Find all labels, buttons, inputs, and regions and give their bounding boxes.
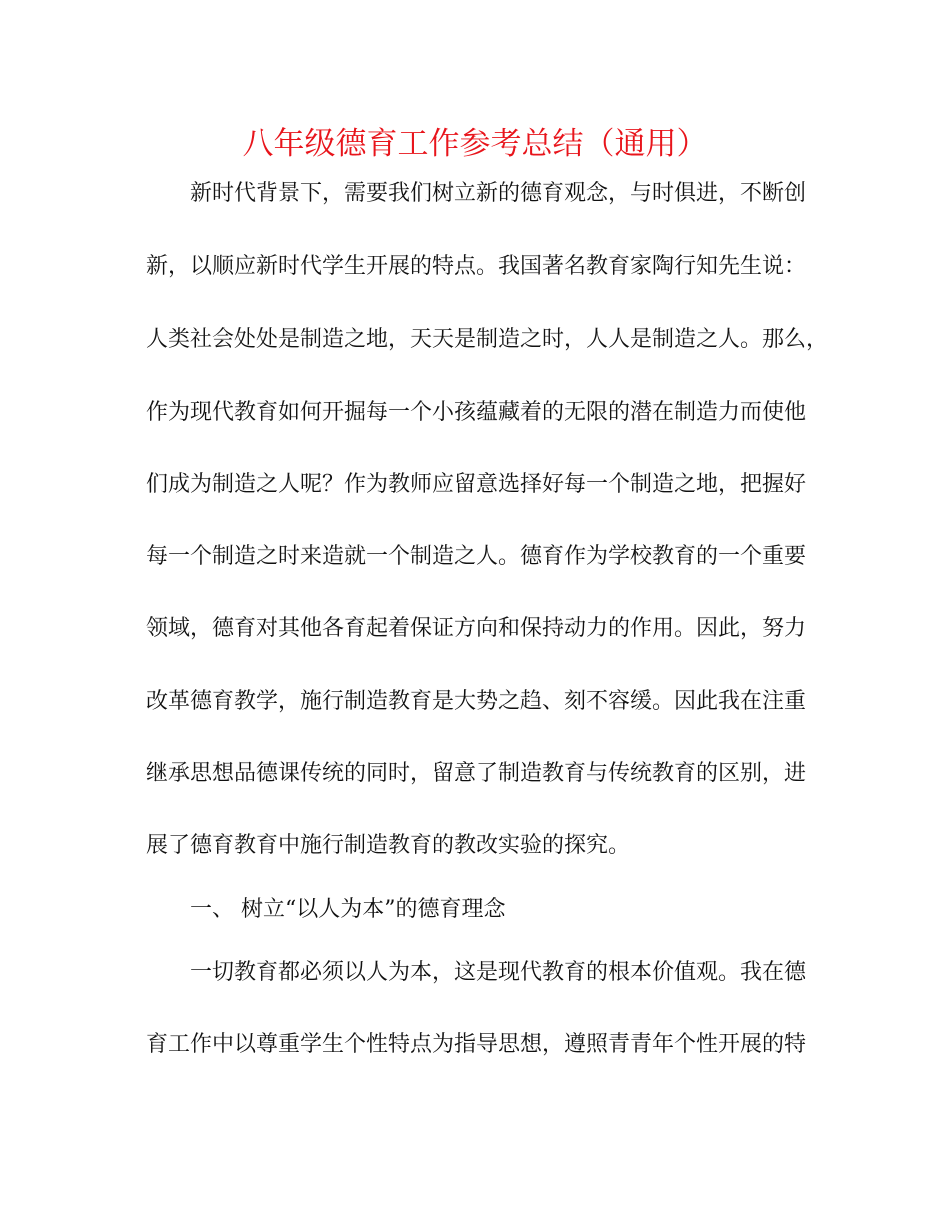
section-heading: 一、 树立“以人为本”的德育理念 bbox=[190, 897, 506, 922]
paragraph-line: 一切教育都必须以人为本，这是现代教育的根本价值观。我在德 bbox=[190, 960, 807, 985]
paragraph-line: 继承思想品德课传统的同时，留意了制造教育与传统教育的区别，进 bbox=[146, 761, 807, 786]
paragraph-line: 改革德育教学，施行制造教育是大势之趋、刻不容缓。因此我在注重 bbox=[146, 689, 807, 714]
paragraph-line: 展了德育教育中施行制造教育的教改实验的探究。 bbox=[146, 833, 631, 858]
paragraph-line: 每一个制造之时来造就一个制造之人。德育作为学校教育的一个重要 bbox=[146, 544, 807, 569]
paragraph-line: 们成为制造之人呢？作为教师应留意选择好每一个制造之地，把握好 bbox=[146, 472, 807, 497]
paragraph-line: 领域，德育对其他各育起着保证方向和保持动力的作用。因此，努力 bbox=[146, 616, 807, 641]
document-title: 八年级德育工作参考总结（通用） bbox=[242, 126, 708, 162]
paragraph-line: 育工作中以尊重学生个性特点为指导思想，遵照青青年个性开展的特 bbox=[146, 1032, 807, 1057]
paragraph-line: 人类社会处处是制造之地，天天是制造之时，人人是制造之人。那么， bbox=[146, 327, 829, 352]
paragraph-line: 新，以顺应新时代学生开展的特点。我国著名教育家陶行知先生说： bbox=[146, 254, 807, 279]
paragraph-line: 作为现代教育如何开掘每一个小孩蕴藏着的无限的潜在制造力而使他 bbox=[146, 400, 807, 425]
paragraph-line: 新时代背景下，需要我们树立新的德育观念，与时俱进，不断创 bbox=[190, 181, 807, 206]
